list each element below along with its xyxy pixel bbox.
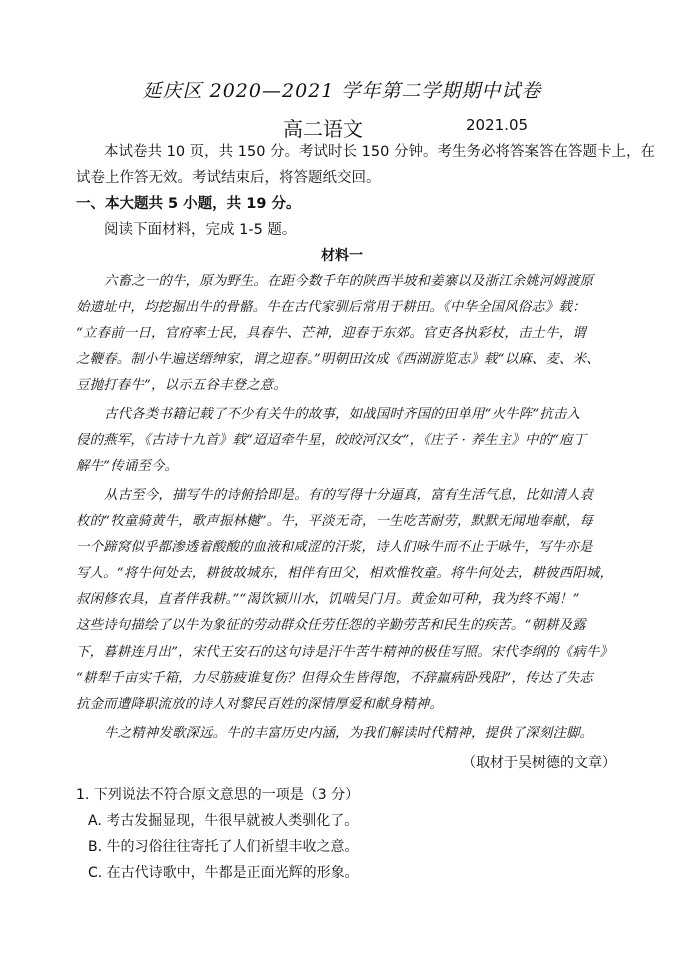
- option-b: B. 牛的习俗往往寄托了人们祈望丰收之意。: [88, 839, 359, 855]
- material-line: 下，暮耕连月出”，宋代王安石的这句诗是汗牛苦牛精神的极佳写照。宋代李纲的《病牛》: [76, 645, 614, 660]
- material-line: 侵的燕军，《古诗十九首》载“迢迢牵牛星，皎皎河汉女”，《庄子 · 养生主》中的“庖丁: [76, 433, 587, 448]
- material-line: 叔闲修农具，直者伴我耕。”“渴饮颍川水，饥啮吴门月。黄金如可种，我为终不竭！”: [76, 592, 580, 607]
- material-line: “立春前一日，官府率士民，具春牛、芒神，迎春于东郊。官吏各执彩杖，击土牛，谓: [76, 326, 586, 341]
- material-line: 这些诗句描绘了以牛为象征的劳动群众任劳任怨的辛勤劳苦和民生的疾苦。“朝耕及露: [76, 618, 586, 633]
- material-source: （取材于吴树德的文章）: [462, 755, 616, 771]
- material-title: 材料一: [321, 248, 363, 264]
- material-line: 豆抛打春牛”，以示五谷丰登之意。: [76, 378, 287, 393]
- exam-title: 延庆区 2020—2021 学年第二学期期中试卷: [142, 80, 542, 102]
- material-line: “耕犁千亩实千箱，力尽筋疲谁复伤？但得众生皆得饱，不辞羸病卧残阳”，传达了失志: [76, 671, 593, 686]
- instruction-line: 试卷上作答无效。考试结束后，将答题纸交回。: [76, 170, 381, 186]
- instruction-line: 本试卷共 10 页，共 150 分。考试时长 150 分钟。考生务必将答案答在答题卡上，在: [104, 144, 655, 160]
- option-a: A. 考古发掘显现，牛很早就被人类驯化了。: [88, 813, 359, 829]
- material-line: 一个蹄窝似乎都渗透着酸酸的血液和咸涩的汗浆，诗人们咏牛而不止于咏牛，写牛亦是: [76, 540, 593, 555]
- material-line: 六畜之一的牛，原为野生。在距今数千年的陕西半坡和姜寨以及浙江余姚河姆渡原: [104, 274, 594, 289]
- material-line: 之鞭春。制小牛遍送缙绅家，谓之迎春。”明朝田汝成《西湖游览志》载“以麻、麦、米、: [76, 352, 600, 367]
- material-line: 古代各类书籍记载了不少有关牛的故事，如战国时齐国的田单用“火牛阵”抗击入: [104, 407, 581, 422]
- section-direction: 阅读下面材料，完成 1-5 题。: [104, 222, 297, 238]
- section-heading: 一、本大题共 5 小题，共 19 分。: [76, 196, 301, 212]
- material-line: 枚的“牧童骑黄牛，歌声振林樾”。牛，平淡无奇，一生吃苦耐劳，默默无闻地奉献，每: [76, 514, 593, 529]
- material-line: 写人。“将牛何处去，耕彼故城东，相伴有田父，相欢惟牧童。将牛何处去，耕彼西阳城，: [76, 566, 614, 581]
- material-line: 始遗址中，均挖掘出牛的骨骼。牛在古代家驯后常用于耕田。《中华全国风俗志》载：: [76, 300, 586, 315]
- material-line: 抗金而遭降职流放的诗人对黎民百姓的深情厚爱和献身精神。: [76, 697, 443, 712]
- material-line: 牛之精神发歌深远。牛的丰富历史内涵，为我们解读时代精神，提供了深刻注脚。: [104, 726, 594, 741]
- material-line: 解牛”传诵至今。: [76, 459, 179, 474]
- question-stem: 1. 下列说法不符合原文意思的一项是（3 分）: [76, 787, 360, 803]
- material-line: 从古至今，描写牛的诗俯拾即是。有的写得十分逼真，富有生活气息，比如清人袁: [104, 488, 594, 503]
- option-c: C. 在古代诗歌中，牛都是正面光辉的形象。: [88, 865, 359, 881]
- exam-date: 2021.05: [466, 116, 529, 134]
- subject-title: 高二语文: [283, 117, 363, 141]
